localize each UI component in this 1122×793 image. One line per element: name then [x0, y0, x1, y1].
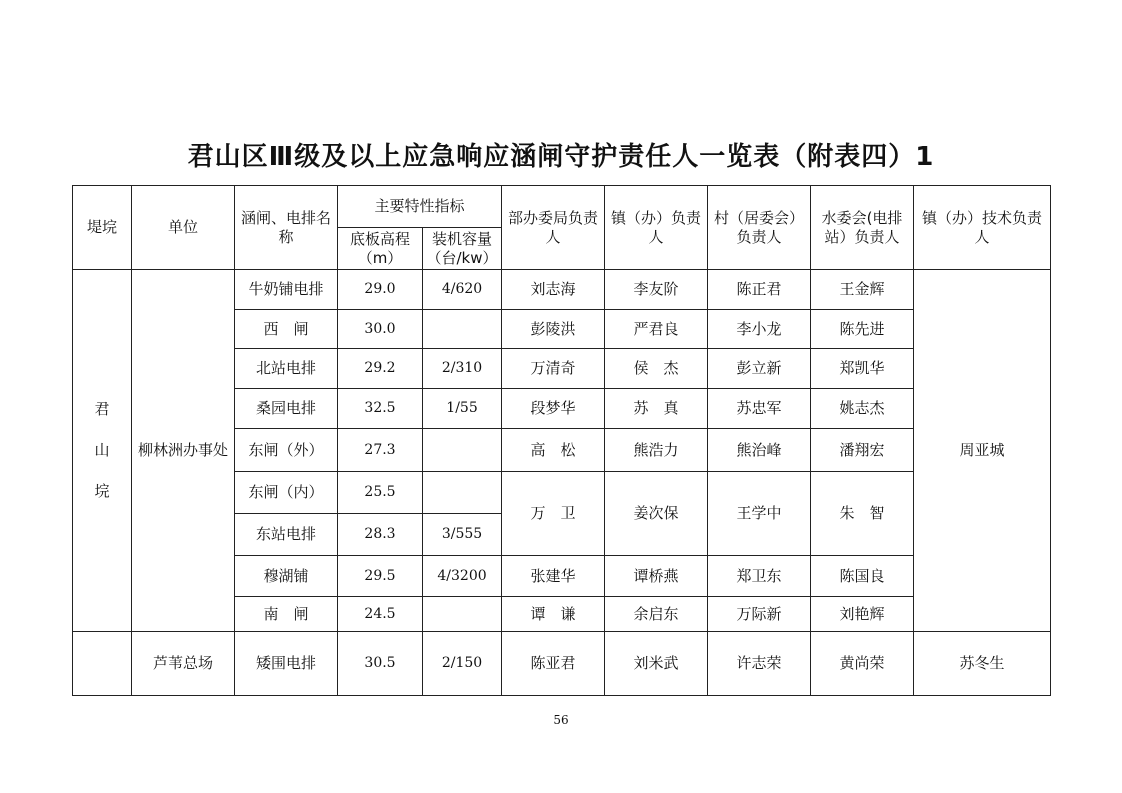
header-embankment: 堤垸 [73, 186, 132, 270]
floor-elev: 25.5 [338, 472, 423, 514]
capacity: 4/620 [423, 270, 502, 310]
embankment-char: 君 [94, 400, 110, 418]
tech-lead: 苏冬生 [914, 632, 1051, 696]
town-lead: 余启东 [605, 597, 708, 632]
unit-cell: 芦苇总场 [132, 632, 235, 696]
capacity: 4/3200 [423, 556, 502, 597]
dept-lead: 万清奇 [502, 349, 605, 389]
embankment-char: 垸 [94, 482, 110, 500]
village-lead: 彭立新 [708, 349, 811, 389]
floor-elev: 24.5 [338, 597, 423, 632]
town-lead: 苏 真 [605, 389, 708, 429]
capacity: 2/150 [423, 632, 502, 696]
sluice-name: 东闸（内） [235, 472, 338, 514]
water-lead: 刘艳辉 [811, 597, 914, 632]
town-lead: 侯 杰 [605, 349, 708, 389]
embankment-char: 山 [94, 441, 110, 459]
sluice-name: 矮围电排 [235, 632, 338, 696]
sluice-name: 西 闸 [235, 310, 338, 349]
water-lead: 王金辉 [811, 270, 914, 310]
village-lead: 王学中 [708, 472, 811, 556]
capacity [423, 310, 502, 349]
floor-elev: 29.2 [338, 349, 423, 389]
town-lead: 姜次保 [605, 472, 708, 556]
village-lead: 郑卫东 [708, 556, 811, 597]
dept-lead: 陈亚君 [502, 632, 605, 696]
header-main-spec: 主要特性指标 [338, 186, 502, 228]
responsibility-table [72, 185, 1051, 696]
capacity [423, 429, 502, 472]
sluice-name: 东站电排 [235, 514, 338, 556]
header-unit: 单位 [132, 186, 235, 270]
header-dept: 部办委局负责人 [502, 186, 605, 270]
header-sluice: 涵闸、电排名称 [235, 186, 338, 270]
floor-elev: 28.3 [338, 514, 423, 556]
town-lead: 谭桥燕 [605, 556, 708, 597]
dept-lead: 万 卫 [502, 472, 605, 556]
page-number: 56 [553, 713, 569, 727]
header-town: 镇（办）负责人 [605, 186, 708, 270]
sluice-name: 北站电排 [235, 349, 338, 389]
village-lead: 苏忠军 [708, 389, 811, 429]
capacity [423, 472, 502, 514]
water-lead: 陈先进 [811, 310, 914, 349]
capacity: 3/555 [423, 514, 502, 556]
sluice-name: 穆湖铺 [235, 556, 338, 597]
village-lead: 李小龙 [708, 310, 811, 349]
floor-elev: 32.5 [338, 389, 423, 429]
town-lead: 严君良 [605, 310, 708, 349]
header-capacity: 装机容量（台/kw） [423, 228, 502, 270]
header-water: 水委会(电排站）负责人 [811, 186, 914, 270]
floor-elev: 29.0 [338, 270, 423, 310]
town-lead: 李友阶 [605, 270, 708, 310]
tech-lead: 周亚城 [914, 270, 1051, 632]
dept-lead: 段梦华 [502, 389, 605, 429]
dept-lead: 刘志海 [502, 270, 605, 310]
village-lead: 陈正君 [708, 270, 811, 310]
floor-elev: 29.5 [338, 556, 423, 597]
sluice-name: 牛奶铺电排 [235, 270, 338, 310]
floor-elev: 27.3 [338, 429, 423, 472]
village-lead: 许志荣 [708, 632, 811, 696]
dept-lead: 张建华 [502, 556, 605, 597]
header-floor-elev: 底板高程（m） [338, 228, 423, 270]
dept-lead: 彭陵洪 [502, 310, 605, 349]
embankment-blank [73, 632, 132, 696]
capacity: 2/310 [423, 349, 502, 389]
header-tech: 镇（办）技术负责人 [914, 186, 1051, 270]
sluice-name: 东闸（外） [235, 429, 338, 472]
floor-elev: 30.0 [338, 310, 423, 349]
embankment-cell [73, 270, 132, 632]
sluice-name: 南 闸 [235, 597, 338, 632]
floor-elev: 30.5 [338, 632, 423, 696]
water-lead: 黄尚荣 [811, 632, 914, 696]
town-lead: 熊浩力 [605, 429, 708, 472]
water-lead: 陈国良 [811, 556, 914, 597]
water-lead: 姚志杰 [811, 389, 914, 429]
village-lead: 熊治峰 [708, 429, 811, 472]
capacity: 1/55 [423, 389, 502, 429]
sluice-name: 桑园电排 [235, 389, 338, 429]
page-title: 君山区Ⅲ级及以上应急响应涵闸守护责任人一览表（附表四）1 [187, 142, 935, 172]
unit-cell: 柳林洲办事处 [132, 270, 235, 632]
town-lead: 刘米武 [605, 632, 708, 696]
header-village: 村（居委会）负责人 [708, 186, 811, 270]
dept-lead: 高 松 [502, 429, 605, 472]
water-lead: 朱 智 [811, 472, 914, 556]
capacity [423, 597, 502, 632]
dept-lead: 谭 谦 [502, 597, 605, 632]
village-lead: 万际新 [708, 597, 811, 632]
water-lead: 潘翔宏 [811, 429, 914, 472]
water-lead: 郑凯华 [811, 349, 914, 389]
